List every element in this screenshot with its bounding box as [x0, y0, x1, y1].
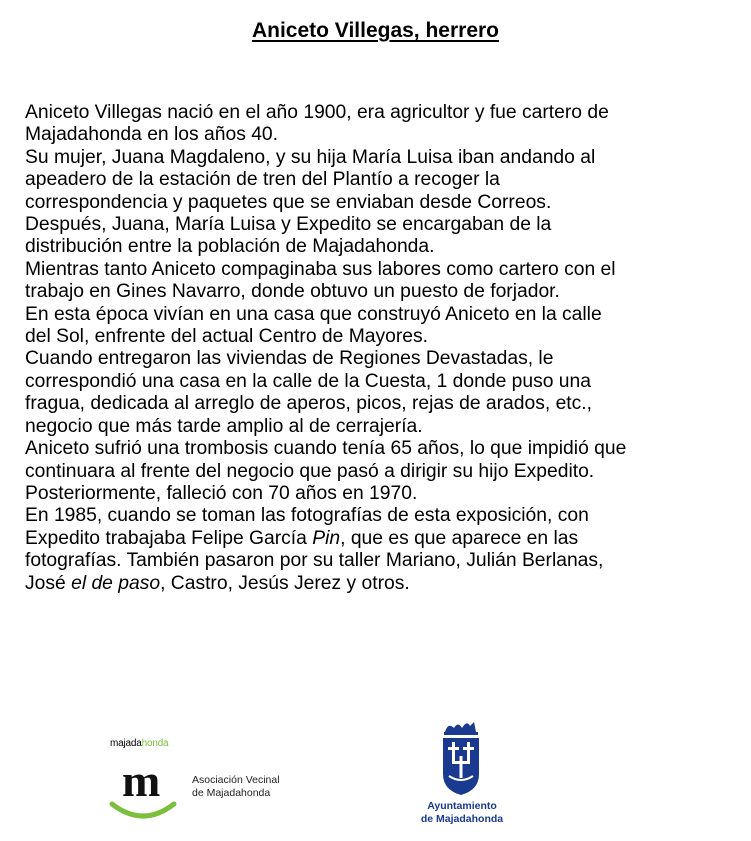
text-line: En 1985, cuando se toman las fotografías de esta exposición, con — [25, 505, 589, 527]
text-line: trabajo en Gines Navarro, donde obtuvo un puesto de forjador. — [25, 281, 560, 303]
brand-wordmark — [110, 738, 168, 749]
m-letter: m — [122, 758, 161, 806]
text-line: distribución entre la población de Majadahonda. — [25, 236, 435, 258]
ayuntamiento-label — [408, 800, 516, 826]
italic-nickname: el de paso — [71, 572, 161, 594]
brand-part-highlight: honda — [141, 738, 169, 749]
text-line: fotografías. También pasaron por su taller Mariano, Julián Berlanas, — [25, 550, 604, 572]
text-line: fragua, dedicada al arreglo de aperos, picos, rejas de arados, etc., — [25, 393, 592, 415]
text-line: Cuando entregaron las viviendas de Regiones Devastadas, le — [25, 348, 554, 370]
text-segment: José — [25, 572, 72, 594]
italic-nickname: Pin — [312, 527, 341, 549]
brand-part: majada — [110, 738, 142, 749]
ayuntamiento-line: de Majadahonda — [420, 813, 504, 825]
text-line: del Sol, enfrente del actual Centro de Mayores. — [25, 326, 428, 348]
text-segment: , que es que aparece en las — [340, 527, 579, 549]
m-smile-icon — [108, 758, 178, 820]
asociacion-line: Asociación Vecinal — [192, 774, 280, 786]
text-line: correspondencia y paquetes que se enviaban desde Correos. — [25, 191, 552, 213]
text-line — [25, 573, 737, 595]
text-segment: , Castro, Jesús Jerez y otros. — [160, 572, 410, 594]
text-line: Aniceto Villegas nació en el año 1900, era agricultor y fue cartero de — [25, 102, 609, 123]
asociacion-vecinal-logo — [108, 738, 298, 828]
body-text — [25, 102, 737, 595]
asociacion-label — [192, 774, 280, 799]
text-line: Majadahonda en los años 40. — [25, 124, 278, 146]
ayuntamiento-line: Ayuntamiento — [427, 800, 497, 812]
page-title: Aniceto Villegas, herrero — [251, 19, 500, 42]
coat-of-arms-icon — [440, 718, 482, 796]
text-line: Su mujer, Juana Magdaleno, y su hija María Luisa iban andando al — [25, 146, 596, 168]
text-line: correspondió una casa en la calle de la Cuesta, 1 donde puso una — [25, 370, 591, 392]
ayuntamiento-logo — [408, 718, 518, 830]
text-line — [25, 528, 737, 550]
text-line: Mientras tanto Aniceto compaginaba sus labores como cartero con el — [25, 258, 616, 280]
text-line: negocio que más tarde amplio al de cerrajería. — [25, 415, 423, 437]
text-line: Aniceto sufrió una trombosis cuando tenía 65 años, lo que impidió que — [25, 438, 627, 460]
text-segment: Expedito trabajaba Felipe García — [25, 527, 313, 549]
text-line: Después, Juana, María Luisa y Expedito se encargaban de la — [25, 214, 552, 236]
asociacion-line: de Majadahonda — [192, 786, 271, 799]
text-line: apeadero de la estación de tren del Plantío a recoger la — [25, 169, 500, 191]
text-line: Posteriormente, falleció con 70 años en 1970. — [25, 482, 418, 504]
text-line: En esta época vivían en una casa que construyó Aniceto en la calle — [25, 303, 602, 325]
text-line: continuara al frente del negocio que pasó a dirigir su hijo Expedito. — [25, 460, 595, 482]
